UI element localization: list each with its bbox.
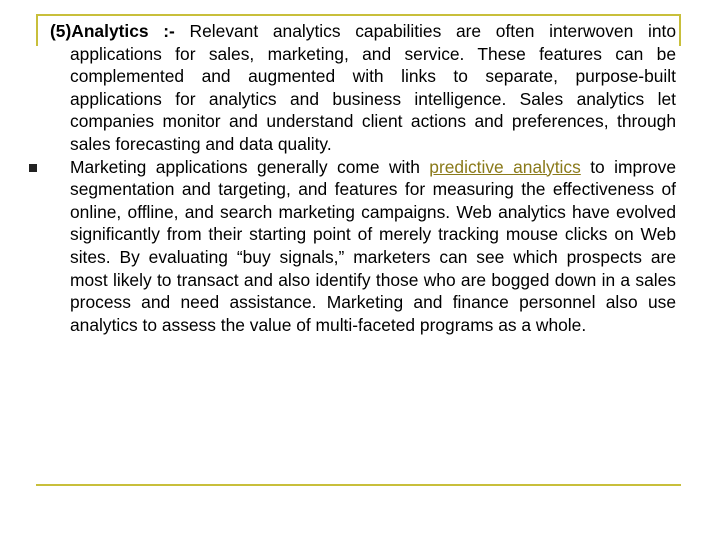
- analytics-paragraph: [50, 20, 676, 156]
- predictive-analytics-link[interactable]: predictive analytics: [429, 156, 581, 177]
- section-intro: Relevant analytics capabilities are often interwoven into applications for sales, marketing, and service. These features can be complemented and augmented with links to separate, purpose-built applications for analytics and business intelligence. Sales analytics let companies monitor and understand client actions and preferences, through sales forecasting and data quality.: [70, 21, 676, 154]
- section-heading: (5)Analytics :-: [50, 21, 175, 41]
- marketing-bullet-item: [70, 156, 676, 337]
- slide-body: [50, 20, 676, 336]
- bullet-text-before: Marketing applications generally come with: [70, 156, 430, 177]
- square-bullet-icon: [29, 164, 37, 172]
- right-rule: [679, 14, 681, 46]
- top-rule: [38, 14, 681, 16]
- bullet-text-after: to improve segmentation and targeting, and features for measuring the effectiveness of online, offline, and search marketing campaigns. Web analytics have evolved significantly from their starting point of merely tracking mouse clicks on Web sites. By evaluating “buy signals,” marketers can see which prospects are most likely to transact and also identify those who are bogged down in a sales process and need assistance. Marketing and finance personnel also use analytics to assess the value of multi-faceted programs as a whole.: [70, 156, 676, 335]
- bottom-rule: [36, 484, 681, 486]
- left-rule: [36, 14, 38, 46]
